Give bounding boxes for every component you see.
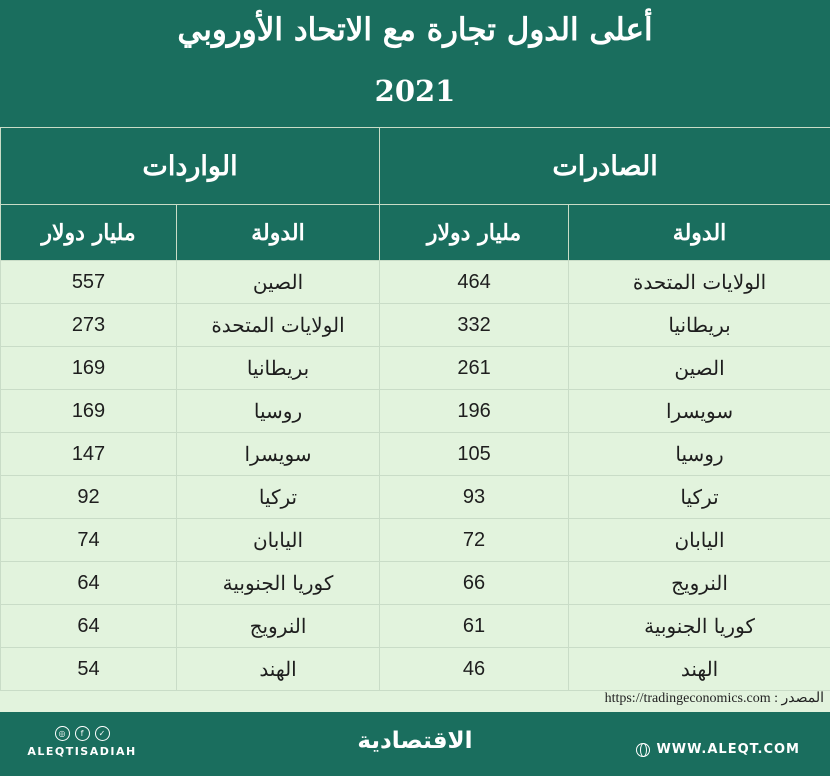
chart-title: أعلى الدول تجارة مع الاتحاد الأوروبي	[177, 12, 653, 48]
exports-value-cell: 196	[380, 390, 569, 433]
table-row	[1, 476, 830, 519]
imports-country-cell: تركيا	[177, 476, 380, 519]
table-row	[1, 648, 830, 691]
imports-value-cell: 92	[1, 476, 177, 519]
exports-country-cell: الولايات المتحدة	[569, 261, 830, 304]
table-row	[1, 433, 830, 476]
imports-section-header: الواردات	[1, 128, 380, 205]
table-row	[1, 519, 830, 562]
table-row	[1, 304, 830, 347]
table-row	[1, 390, 830, 433]
imports-country-cell: النرويج	[177, 605, 380, 648]
imports-country-cell: بريطانيا	[177, 347, 380, 390]
website-link[interactable]	[636, 742, 800, 757]
exports-country-cell: روسيا	[569, 433, 830, 476]
imports-country-cell: روسيا	[177, 390, 380, 433]
imports-value-cell: 147	[1, 433, 177, 476]
exports-country-cell: النرويج	[569, 562, 830, 605]
table-row	[1, 261, 830, 304]
instagram-icon[interactable]: ◎	[55, 726, 70, 741]
table-row	[1, 562, 830, 605]
imports-value-cell: 557	[1, 261, 177, 304]
exports-value-cell: 61	[380, 605, 569, 648]
imports-value-cell: 273	[1, 304, 177, 347]
imports-country-cell: الهند	[177, 648, 380, 691]
exports-country-cell: الصين	[569, 347, 830, 390]
imports-country-cell: الولايات المتحدة	[177, 304, 380, 347]
table-body	[1, 261, 830, 691]
imports-country-cell: اليابان	[177, 519, 380, 562]
facebook-icon[interactable]: f	[75, 726, 90, 741]
imports-value-cell: 74	[1, 519, 177, 562]
exports-value-cell: 464	[380, 261, 569, 304]
imports-value-cell: 64	[1, 605, 177, 648]
exports-value-cell: 105	[380, 433, 569, 476]
exports-value-header: مليار دولار	[380, 205, 569, 261]
imports-country-cell: كوريا الجنوبية	[177, 562, 380, 605]
exports-country-cell: اليابان	[569, 519, 830, 562]
table-row	[1, 605, 830, 648]
exports-value-cell: 72	[380, 519, 569, 562]
exports-country-cell: الهند	[569, 648, 830, 691]
social-handle[interactable]: ALEQTISADIAH	[27, 745, 137, 758]
exports-value-cell: 66	[380, 562, 569, 605]
exports-country-cell: تركيا	[569, 476, 830, 519]
brand-logo: الاقتصادية	[357, 728, 473, 754]
exports-value-cell: 46	[380, 648, 569, 691]
exports-country-cell: بريطانيا	[569, 304, 830, 347]
imports-value-cell: 169	[1, 347, 177, 390]
trade-table	[0, 127, 830, 691]
imports-value-header: مليار دولار	[1, 205, 177, 261]
exports-value-cell: 93	[380, 476, 569, 519]
footer-bar	[0, 712, 830, 776]
exports-country-cell: سويسرا	[569, 390, 830, 433]
website-label[interactable]: WWW.ALEQT.COM	[656, 742, 800, 757]
chart-year: 2021	[374, 74, 456, 108]
globe-icon	[636, 743, 650, 757]
imports-value-cell: 64	[1, 562, 177, 605]
imports-country-cell: الصين	[177, 261, 380, 304]
title-banner	[0, 0, 830, 127]
imports-value-cell: 169	[1, 390, 177, 433]
exports-country-cell: كوريا الجنوبية	[569, 605, 830, 648]
exports-value-cell: 261	[380, 347, 569, 390]
source-note: المصدر : https://tradingeconomics.com	[604, 691, 824, 706]
imports-country-cell: سويسرا	[177, 433, 380, 476]
exports-value-cell: 332	[380, 304, 569, 347]
imports-country-header: الدولة	[177, 205, 380, 261]
imports-value-cell: 54	[1, 648, 177, 691]
table-row	[1, 347, 830, 390]
twitter-icon[interactable]: ✓	[95, 726, 110, 741]
exports-country-header: الدولة	[569, 205, 830, 261]
exports-section-header: الصادرات	[380, 128, 830, 205]
